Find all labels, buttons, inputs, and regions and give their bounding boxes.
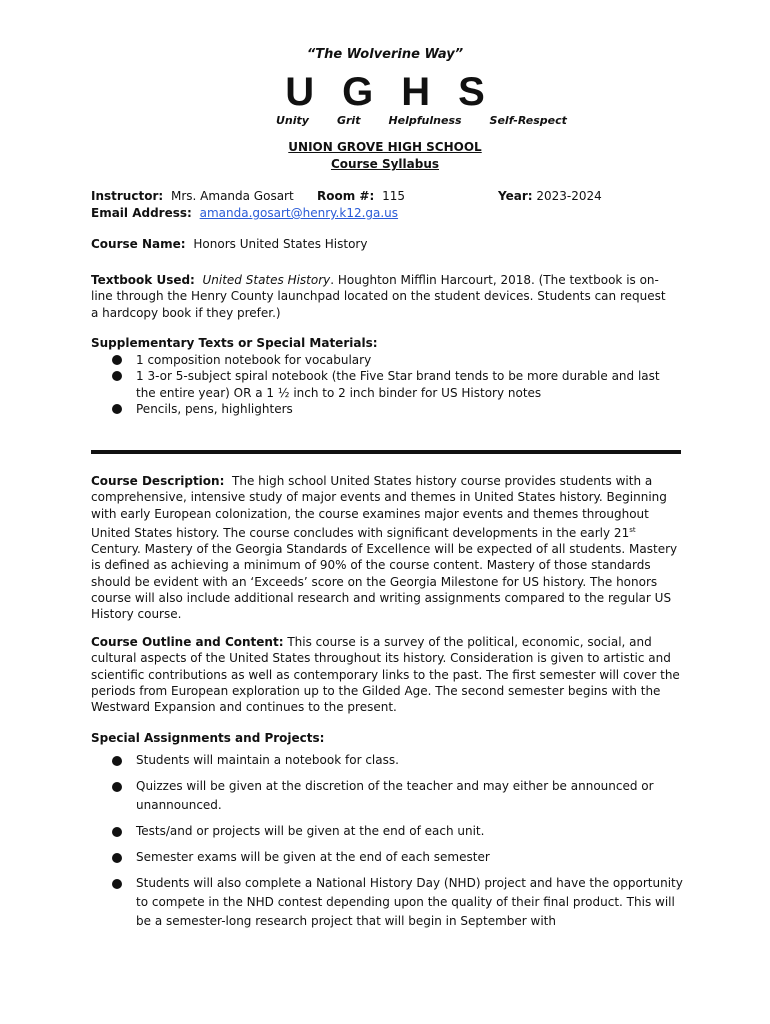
course-name-value: Honors United States History: [193, 237, 368, 251]
email-link[interactable]: amanda.gosart@henry.k12.ga.us: [199, 206, 399, 220]
acronym-letter: U: [285, 70, 315, 114]
instructor-line: [91, 189, 294, 203]
value-word: Helpfulness: [388, 114, 462, 127]
year-label: Year:: [498, 189, 533, 203]
textbook-title: United States History: [202, 273, 331, 287]
document-title: Course Syllabus: [330, 157, 440, 171]
value-word: Grit: [336, 114, 361, 127]
list-item: Quizzes will be given at the discretion of the teacher and may either be announced or unannounced.: [91, 777, 683, 815]
course-name-line: [91, 237, 367, 251]
school-motto: “The Wolverine Way”: [306, 47, 464, 62]
acronym-letter: H: [401, 70, 431, 114]
assignments-list: [91, 751, 683, 938]
room-label: Room #:: [317, 189, 375, 203]
course-name-label: Course Name:: [91, 237, 186, 251]
instructor-value: Mrs. Amanda Gosart: [171, 189, 294, 203]
assignments-heading: Special Assignments and Projects:: [91, 731, 325, 745]
course-description: [91, 473, 681, 623]
list-item: Semester exams will be given at the end of each semester: [91, 848, 683, 867]
email-label: Email Address:: [91, 206, 192, 220]
outline-label: Course Outline and Content:: [91, 635, 284, 649]
textbook-section: [91, 272, 681, 321]
acronym-letter: S: [458, 70, 485, 114]
year-line: [498, 189, 602, 203]
supplementary-heading: Supplementary Texts or Special Materials:: [91, 336, 378, 350]
instructor-label: Instructor:: [91, 189, 164, 203]
list-item: Students will maintain a notebook for class.: [91, 751, 683, 770]
outline-text: This course is a survey of the political, economic, social, and cultural aspects of the United States throughout its history. Consideration is given to artistic and scientific contributions as well as contemporary links to the past. The first semester will cover the periods from European exploration up to the Gilded Age. The second semester begins with the Westward Expansion and continues to the present.: [91, 635, 680, 715]
room-value: 115: [382, 189, 405, 203]
school-acronym: [0, 70, 770, 115]
email-line: [91, 206, 398, 220]
value-word: Self-Respect: [489, 114, 567, 127]
course-outline: [91, 634, 681, 715]
ordinal-suffix: st: [629, 525, 636, 534]
list-item: Tests/and or projects will be given at the end of each unit.: [91, 822, 683, 841]
textbook-line1: . Houghton Mifflin Harcourt, 2018. (The textbook is on-: [330, 273, 659, 287]
list-item: Pencils, pens, highlighters: [91, 401, 683, 417]
list-item: Students will also complete a National History Day (NHD) project and have the opportunity to compete in the NHD contest depending upon the quality of their final product. This will be a semester-long research project that will begin in September with: [91, 874, 683, 931]
list-item: 1 3-or 5-subject spiral notebook (the Five Star brand tends to be more durable and last the entire year) OR a 1 ½ inch to 2 inch binder for US History notes: [91, 368, 683, 401]
year-value: 2023-2024: [536, 189, 602, 203]
school-name: UNION GROVE HIGH SCHOOL: [288, 140, 482, 154]
description-text-cont: Century. Mastery of the Georgia Standards of Excellence will be expected of all students. Mastery is defined as achieving a minimum of 90% of the course content. Mastery of those standards should be evident with an ‘Exceeds’ score on the Georgia Milestone for US history. The honors course will also include additional research and writing assignments compared to the regular US History course.: [91, 542, 678, 622]
list-item: 1 composition notebook for vocabulary: [91, 352, 683, 368]
textbook-line3: a hardcopy book if they prefer.): [91, 305, 281, 320]
room-line: [317, 189, 405, 203]
description-text: The high school United States history course provides students with a comprehensive, intensive study of major events and themes in United States history. Beginning with early European colonization, the course examines major events and themes throughout United States history. The course concludes with significant developments in the early 21: [91, 474, 667, 540]
acronym-letter: G: [342, 70, 374, 114]
description-label: Course Description:: [91, 474, 225, 488]
section-divider: [91, 450, 681, 454]
value-word: Unity: [276, 114, 309, 127]
textbook-line2: line through the Henry County launchpad located on the student devices. Students can request: [91, 289, 666, 304]
supplementary-list: [91, 352, 683, 417]
school-values: [276, 114, 567, 127]
textbook-label: Textbook Used:: [91, 273, 195, 287]
